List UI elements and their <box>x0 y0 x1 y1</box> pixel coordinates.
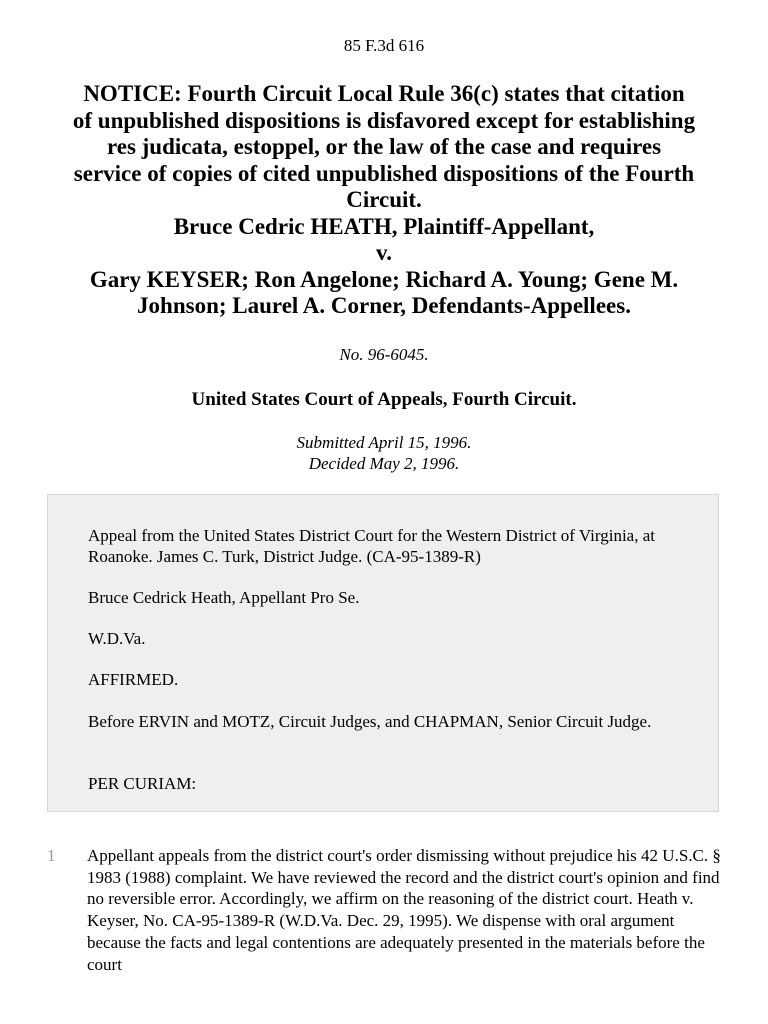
author-text: PER CURIAM: <box>88 774 197 793</box>
caption-line: res judicata, estoppel, or the law of the case and requires <box>106 134 662 159</box>
caption-line: Gary KEYSER; Ron Angelone; Richard A. Young; Gene M. <box>89 266 679 292</box>
caption-line: Johnson; Laurel A. Corner, Defendants-Appellees. <box>137 293 631 318</box>
appeal-from-text: Appeal from the United States District Court for the Western District of Virginia, at Roanoke. James C. Turk, District Judge. (CA-95-1389-R) <box>88 526 655 566</box>
court-name: United States Court of Appeals, Fourth Circuit. <box>191 389 577 410</box>
caption-line: of unpublished dispositions is disfavored except for establishing <box>72 107 696 133</box>
counsel-text: Bruce Cedrick Heath, Appellant Pro Se. <box>88 588 360 607</box>
caption-line: Bruce Cedric HEATH, Plaintiff-Appellant, <box>173 213 595 239</box>
caption-line: v. <box>376 240 392 265</box>
caption-line: NOTICE: Fourth Circuit Local Rule 36(c) states that citation <box>83 81 685 106</box>
case-caption <box>40 81 728 320</box>
case-summary-box <box>47 494 719 812</box>
paragraph-number: 1 <box>47 846 56 865</box>
decided-date: Decided May 2, 1996. <box>308 454 460 473</box>
caption-line: Circuit. <box>346 187 422 212</box>
caption-line: service of copies of cited unpublished dispositions of the Fourth <box>73 160 695 186</box>
venue-text: W.D.Va. <box>88 629 146 648</box>
panel-text: Before ERVIN and MOTZ, Circuit Judges, and CHAPMAN, Senior Circuit Judge. <box>88 712 652 731</box>
reporter-citation: 85 F.3d 616 <box>343 36 425 55</box>
disposition-text: AFFIRMED. <box>88 670 179 689</box>
submitted-date: Submitted April 15, 1996. <box>296 433 472 452</box>
paragraph-text: Appellant appeals from the district court's order dismissing without prejudice his 42 U.S.C. § 1983 (1988) complaint. We have reviewed the record and the district court's opinion and find no reversible error. Accordingly, we affirm on the reasoning of the district court. Heath v. Keyser, No. CA-95-1389-R (W.D.Va. Dec. 29, 1995). We dispense with oral argument because the facts and legal contentions are adequately presented in the materials before the court <box>87 846 721 974</box>
decision-dates <box>0 432 768 474</box>
docket-number: No. 96-6045. <box>339 345 429 364</box>
